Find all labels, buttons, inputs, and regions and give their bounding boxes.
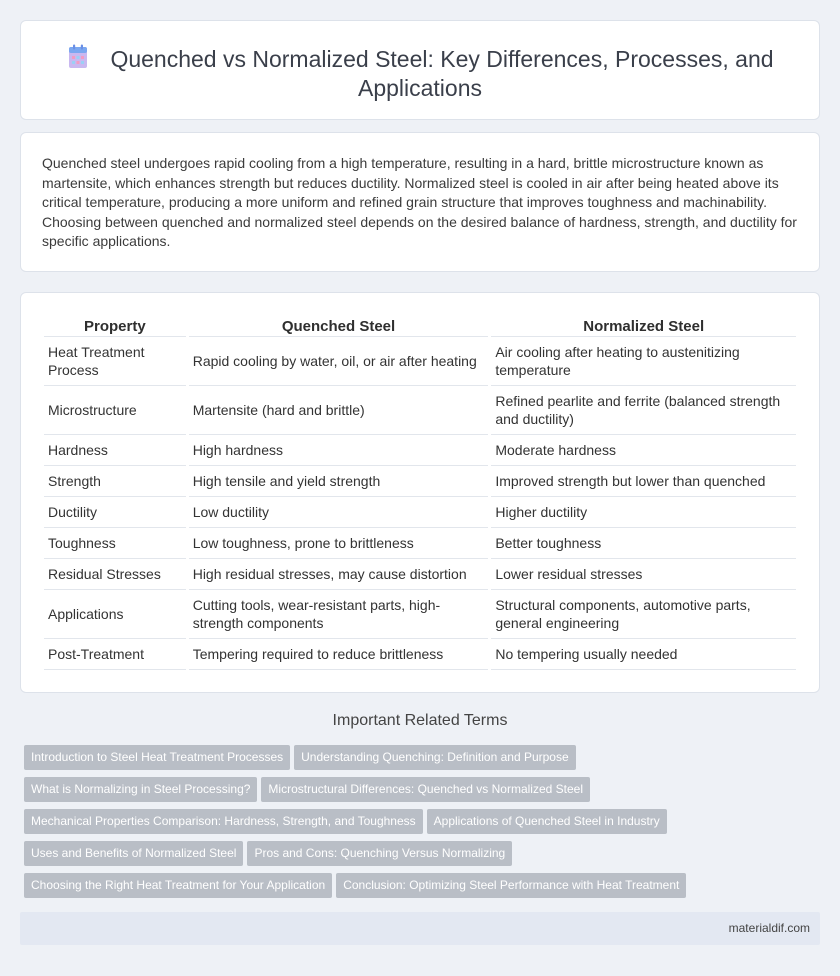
table-cell-normalized: Refined pearlite and ferrite (balanced strength and ductility)	[491, 386, 796, 435]
column-header-property: Property	[44, 315, 186, 337]
related-term-tag[interactable]: Mechanical Properties Comparison: Hardness, Strength, and Toughness	[24, 809, 423, 834]
related-term-tag[interactable]: Understanding Quenching: Definition and Purpose	[294, 745, 576, 770]
table-cell-quenched: Cutting tools, wear-resistant parts, high-strength components	[189, 590, 489, 639]
table-row	[44, 497, 796, 528]
table-cell-normalized: Air cooling after heating to austenitizing temperature	[491, 337, 796, 386]
table-cell-property: Residual Stresses	[44, 559, 186, 590]
table-cell-property: Microstructure	[44, 386, 186, 435]
table-cell-quenched: Low toughness, prone to brittleness	[189, 528, 489, 559]
intro-paragraph: Quenched steel undergoes rapid cooling from a high temperature, resulting in a hard, brittle microstructure known as martensite, which enhances strength but reduces ductility. Normalized steel is cooled in air after being heated above its critical temperature, producing a more uniform and refined grain structure that improves toughness and machinability. Choosing between quenched and normalized steel depends on the desired balance of hardness, strength, and ductility for specific applications.	[42, 155, 797, 250]
table-cell-property: Hardness	[44, 435, 186, 466]
table-cell-property: Applications	[44, 590, 186, 639]
table-cell-quenched: High residual stresses, may cause distortion	[189, 559, 489, 590]
table-cell-property: Post-Treatment	[44, 639, 186, 670]
table-row	[44, 639, 796, 670]
table-cell-normalized: Moderate hardness	[491, 435, 796, 466]
document-icon	[66, 44, 90, 70]
table-cell-normalized: Better toughness	[491, 528, 796, 559]
related-term-tag[interactable]: Uses and Benefits of Normalized Steel	[24, 841, 243, 866]
footer-bar	[20, 912, 820, 945]
table-cell-quenched: Tempering required to reduce brittleness	[189, 639, 489, 670]
related-terms-list	[24, 745, 824, 905]
footer-site-link[interactable]: materialdif.com	[728, 921, 810, 935]
table-cell-property: Ductility	[44, 497, 186, 528]
comparison-table	[41, 315, 799, 670]
table-row	[44, 337, 796, 386]
related-terms-heading: Important Related Terms	[332, 712, 508, 729]
table-header-row	[44, 315, 796, 337]
related-term-tag[interactable]: Pros and Cons: Quenching Versus Normalizing	[247, 841, 512, 866]
table-cell-quenched: Rapid cooling by water, oil, or air after heating	[189, 337, 489, 386]
table-cell-property: Heat Treatment Process	[44, 337, 186, 386]
related-term-tag[interactable]: Microstructural Differences: Quenched vs Normalized Steel	[261, 777, 590, 802]
table-cell-quenched: High tensile and yield strength	[189, 466, 489, 497]
table-cell-quenched: High hardness	[189, 435, 489, 466]
related-term-tag[interactable]: Conclusion: Optimizing Steel Performance with Heat Treatment	[336, 873, 686, 898]
header-card	[20, 20, 820, 120]
comparison-table-card	[20, 292, 820, 693]
table-row	[44, 528, 796, 559]
column-header-normalized: Normalized Steel	[491, 315, 796, 337]
related-term-tag[interactable]: Introduction to Steel Heat Treatment Processes	[24, 745, 290, 770]
table-cell-normalized: Improved strength but lower than quenched	[491, 466, 796, 497]
table-row	[44, 559, 796, 590]
column-header-quenched: Quenched Steel	[189, 315, 489, 337]
table-cell-quenched: Low ductility	[189, 497, 489, 528]
table-cell-normalized: Higher ductility	[491, 497, 796, 528]
table-cell-property: Toughness	[44, 528, 186, 559]
related-term-tag[interactable]: Choosing the Right Heat Treatment for Your Application	[24, 873, 332, 898]
page-title-wrap	[21, 44, 819, 103]
page-title: Quenched vs Normalized Steel: Key Differences, Processes, and Applications	[110, 46, 774, 101]
table-cell-normalized: Lower residual stresses	[491, 559, 796, 590]
table-cell-property: Strength	[44, 466, 186, 497]
intro-card	[20, 132, 820, 272]
table-row	[44, 466, 796, 497]
table-cell-quenched: Martensite (hard and brittle)	[189, 386, 489, 435]
table-row	[44, 590, 796, 639]
table-row	[44, 435, 796, 466]
table-cell-normalized: No tempering usually needed	[491, 639, 796, 670]
table-row	[44, 386, 796, 435]
related-term-tag[interactable]: Applications of Quenched Steel in Industry	[427, 809, 667, 834]
table-cell-normalized: Structural components, automotive parts, general engineering	[491, 590, 796, 639]
related-term-tag[interactable]: What is Normalizing in Steel Processing?	[24, 777, 257, 802]
